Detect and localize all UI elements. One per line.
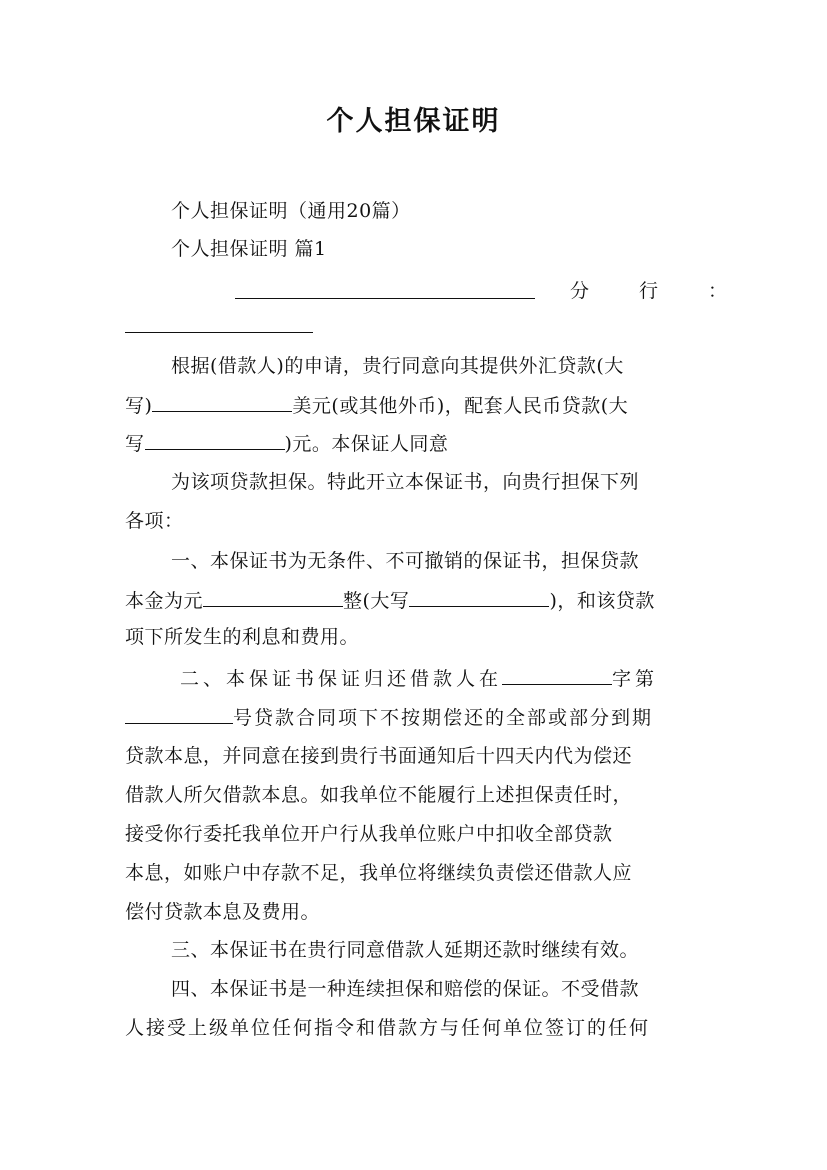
paragraph-line: 借款人所欠借款本息。如我单位不能履行上述担保责任时， [125, 784, 633, 806]
paragraph-line: 一、本保证书为无条件、不可撤销的保证书，担保贷款 [171, 550, 640, 572]
subtitle-line: 个人担保证明（通用20篇） [171, 200, 411, 222]
paragraph-line: 项下所发生的利息和费用。 [125, 626, 360, 648]
paragraph-line: 偿付贷款本息及费用。 [125, 901, 321, 923]
paragraph-line: 为该项贷款担保。特此开立本保证书，向贵行担保下列 [171, 471, 640, 493]
blank-field [125, 697, 233, 724]
paragraph-line: 各项： [125, 510, 184, 532]
branch-blank-line [125, 306, 705, 346]
text-segment: 字第 [612, 668, 659, 690]
paragraph-line [125, 385, 705, 425]
text-segment: 本金为元 [125, 590, 204, 612]
branch-label: 分 行 ： [570, 280, 732, 302]
text-segment: )，和该贷款 [549, 590, 655, 612]
text-segment: 写 [125, 433, 145, 455]
blank-field [125, 306, 313, 333]
paragraph-line: 根据(借款人)的申请，贵行同意向其提供外汇贷款(大 [171, 355, 624, 377]
paragraph-line [180, 658, 705, 698]
text-segment: 美元(或其他外币)，配套人民币贷款(大 [292, 395, 629, 417]
paragraph-line: 本息，如账户中存款不足，我单位将继续负责偿还借款人应 [125, 862, 633, 884]
text-segment: 二、本保证书保证归还借款人在 [180, 668, 503, 690]
blank-field [409, 580, 549, 607]
section-heading: 个人担保证明 篇1 [171, 238, 327, 260]
text-segment: 整(大写 [343, 590, 410, 612]
text-segment: )元。本保证人同意 [284, 433, 449, 455]
paragraph-line: 接受你行委托我单位开户行从我单位账户中扣收全部贷款 [125, 823, 613, 845]
paragraph-line: 四、本保证书是一种连续担保和赔偿的保证。不受借款 [171, 978, 640, 1000]
paragraph-line [125, 697, 705, 737]
blank-field [235, 272, 535, 299]
paragraph-line: 贷款本息，并同意在接到贵行书面通知后十四天内代为偿还 [125, 745, 633, 767]
blank-field [145, 423, 285, 450]
document-title: 个人担保证明 [326, 106, 501, 137]
text-segment: 写) [125, 395, 153, 417]
paragraph-line: 三、本保证书在贵行同意借款人延期还款时继续有效。 [171, 939, 640, 961]
text-segment: 号贷款合同项下不按期偿还的全部或部分到期 [233, 707, 654, 729]
blank-field [203, 580, 343, 607]
blank-field [502, 658, 612, 685]
paragraph-line [125, 580, 705, 620]
paragraph-line: 人接受上级单位任何指令和借款方与任何单位签订的任何 [125, 1017, 651, 1039]
paragraph-line [125, 423, 705, 463]
blank-field [152, 385, 292, 412]
